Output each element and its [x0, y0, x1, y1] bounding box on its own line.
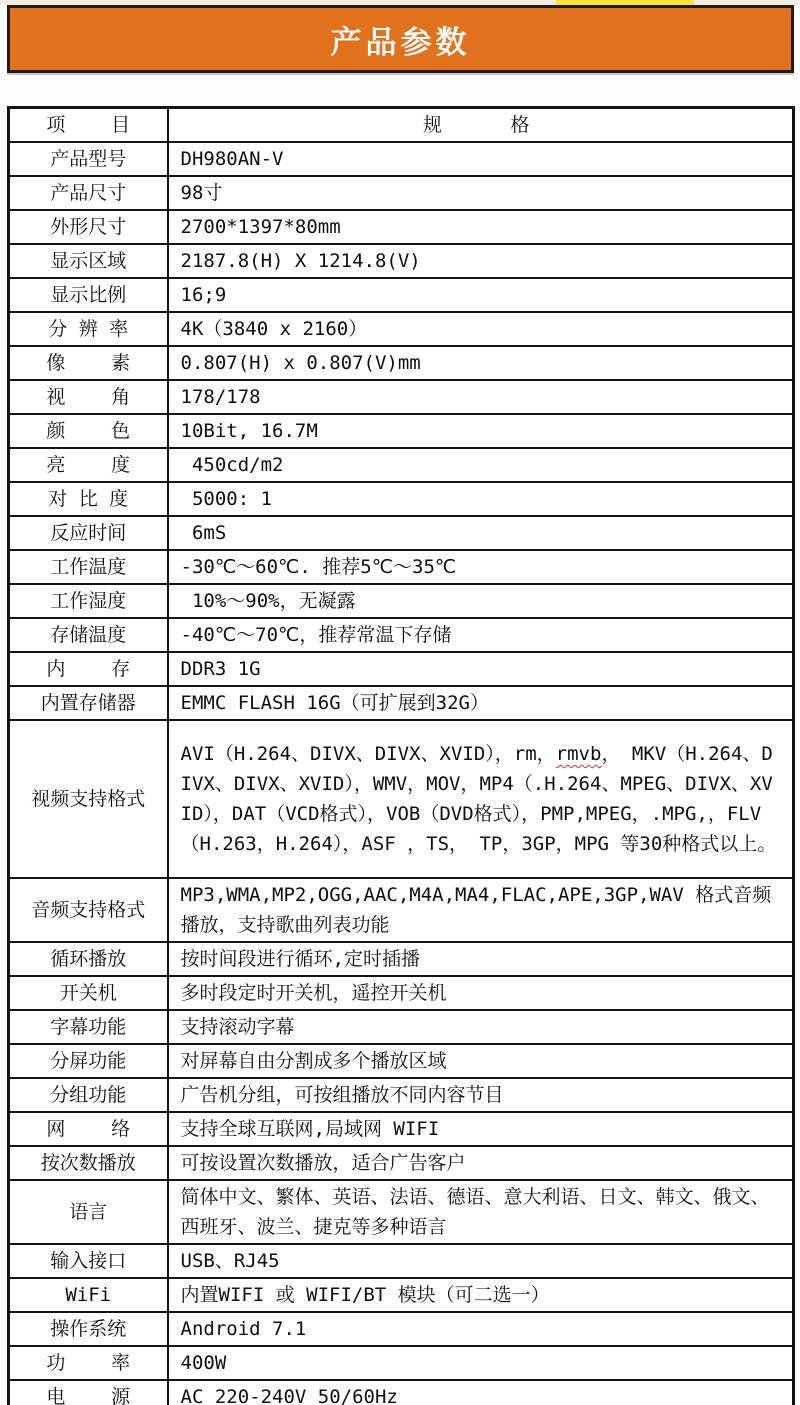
spec-label: 语言: [9, 1180, 168, 1244]
spec-value: 450cd/m2: [168, 448, 794, 482]
table-row: [9, 1146, 794, 1180]
spec-value: 400W: [168, 1346, 794, 1380]
table-header-row: [9, 108, 794, 143]
table-row: [9, 278, 794, 312]
table-row: [9, 550, 794, 584]
table-row: [9, 380, 794, 414]
spec-label: 网 络: [9, 1112, 168, 1146]
spec-label: 输入接口: [9, 1244, 168, 1278]
spec-value: 10%～90%，无凝露: [168, 584, 794, 618]
spec-value: DH980AN-V: [168, 142, 794, 176]
spec-label: 操作系统: [9, 1312, 168, 1346]
table-row: [9, 142, 794, 176]
spec-label: 字幕功能: [9, 1010, 168, 1044]
table-row: [9, 414, 794, 448]
spec-label: 音频支持格式: [9, 878, 168, 942]
spec-label: 颜 色: [9, 414, 168, 448]
table-row: [9, 1010, 794, 1044]
spec-label: 产品型号: [9, 142, 168, 176]
spec-value: Android 7.1: [168, 1312, 794, 1346]
table-row: [9, 686, 794, 720]
spec-value: 2187.8(H) X 1214.8(V): [168, 244, 794, 278]
spec-value: MP3,WMA,MP2,OGG,AAC,M4A,MA4,FLAC,APE,3GP,WAV 格式音频播放，支持歌曲列表功能: [168, 878, 794, 942]
spec-value: DDR3 1G: [168, 652, 794, 686]
spec-label: 像 素: [9, 346, 168, 380]
table-row: [9, 210, 794, 244]
spec-label: 显示区域: [9, 244, 168, 278]
spec-value: 6mS: [168, 516, 794, 550]
table-row: [9, 1112, 794, 1146]
spec-value: 10Bit, 16.7M: [168, 414, 794, 448]
spec-value: 0.807(H) x 0.807(V)mm: [168, 346, 794, 380]
spec-label: 反应时间: [9, 516, 168, 550]
spec-value: [168, 720, 794, 878]
spec-label: 分组功能: [9, 1078, 168, 1112]
spec-value: 简体中文、繁体、英语、法语、德语、意大利语、日文、韩文、俄文、西班牙、波兰、捷克等多种语言: [168, 1180, 794, 1244]
spec-label: 内置存储器: [9, 686, 168, 720]
table-row: [9, 448, 794, 482]
table-row: [9, 1278, 794, 1312]
spec-value: USB、RJ45: [168, 1244, 794, 1278]
table-row: [9, 618, 794, 652]
spec-label: 按次数播放: [9, 1146, 168, 1180]
table-row: [9, 1044, 794, 1078]
spec-label: 视 角: [9, 380, 168, 414]
format-list-text: ， MKV（H.264、DIVX、DIVX、XVID），WMV，MOV，MP4（.H.264、MPEG、DIVX、XVID），DAT（VCD格式），VOB（DVD格式），PMP,MPEG，.MPG,，FLV（H.263，H.264），ASF ，TS， TP，3GP，MPG 等30种格式以上。: [180, 743, 777, 855]
spec-label: 外形尺寸: [9, 210, 168, 244]
spec-value: -30℃～60℃. 推荐5℃～35℃: [168, 550, 794, 584]
spec-value: EMMC FLASH 16G（可扩展到32G）: [168, 686, 794, 720]
spec-label: 循环播放: [9, 942, 168, 976]
spec-value: 支持滚动字幕: [168, 1010, 794, 1044]
spec-table: [7, 106, 795, 1405]
spec-label: 视频支持格式: [9, 720, 168, 878]
spec-value: 按时间段进行循环,定时插播: [168, 942, 794, 976]
table-row: [9, 652, 794, 686]
table-row: [9, 1380, 794, 1405]
spec-label: 工作湿度: [9, 584, 168, 618]
spec-label: 分 辨 率: [9, 312, 168, 346]
column-header-item: 项 目: [9, 108, 168, 143]
spec-label: 存储温度: [9, 618, 168, 652]
spec-label: WiFi: [9, 1278, 168, 1312]
table-row: [9, 312, 794, 346]
section-title-banner: [7, 5, 794, 73]
spec-value: 可按设置次数播放，适合广告客户: [168, 1146, 794, 1180]
spec-label: 产品尺寸: [9, 176, 168, 210]
format-list-text: AVI（H.264、DIVX、DIVX、XVID），rm，: [180, 743, 556, 765]
spec-label: 显示比例: [9, 278, 168, 312]
spec-value: 广告机分组，可按组播放不同内容节目: [168, 1078, 794, 1112]
spec-label: 开关机: [9, 976, 168, 1010]
table-row: [9, 1244, 794, 1278]
spec-label: 亮 度: [9, 448, 168, 482]
spec-value: 多时段定时开关机，遥控开关机: [168, 976, 794, 1010]
column-header-spec: 规 格: [168, 108, 794, 143]
spec-value: 98寸: [168, 176, 794, 210]
table-row: [9, 1346, 794, 1380]
page-title: 产品参数: [330, 24, 471, 61]
spec-value: 16;9: [168, 278, 794, 312]
spec-value: 5000: 1: [168, 482, 794, 516]
table-row: [9, 1180, 794, 1244]
table-row: [9, 1078, 794, 1112]
spec-value: -40℃～70℃，推荐常温下存储: [168, 618, 794, 652]
table-row: [9, 516, 794, 550]
spec-table-body: [9, 142, 794, 1405]
spec-label: 功 率: [9, 1346, 168, 1380]
spec-value: 4K（3840 x 2160）: [168, 312, 794, 346]
spec-value: 178/178: [168, 380, 794, 414]
spec-label: 电 源: [9, 1380, 168, 1405]
table-row: [9, 942, 794, 976]
spec-label: 工作温度: [9, 550, 168, 584]
spellcheck-flagged-text: rmvb: [555, 743, 602, 765]
table-row: [9, 976, 794, 1010]
table-row: [9, 878, 794, 942]
spec-value: 内置WIFI 或 WIFI/BT 模块（可二选一）: [168, 1278, 794, 1312]
spec-value: 支持全球互联网,局域网 WIFI: [168, 1112, 794, 1146]
table-row: [9, 244, 794, 278]
spec-label: 分屏功能: [9, 1044, 168, 1078]
table-row: [9, 584, 794, 618]
spec-label: 内 存: [9, 652, 168, 686]
spec-value: AC 220-240V 50/60Hz: [168, 1380, 794, 1405]
spec-label: 对 比 度: [9, 482, 168, 516]
table-row: [9, 720, 794, 878]
table-row: [9, 482, 794, 516]
spec-value: 对屏幕自由分割成多个播放区域: [168, 1044, 794, 1078]
spec-value: 2700*1397*80mm: [168, 210, 794, 244]
table-row: [9, 346, 794, 380]
table-row: [9, 1312, 794, 1346]
table-row: [9, 176, 794, 210]
